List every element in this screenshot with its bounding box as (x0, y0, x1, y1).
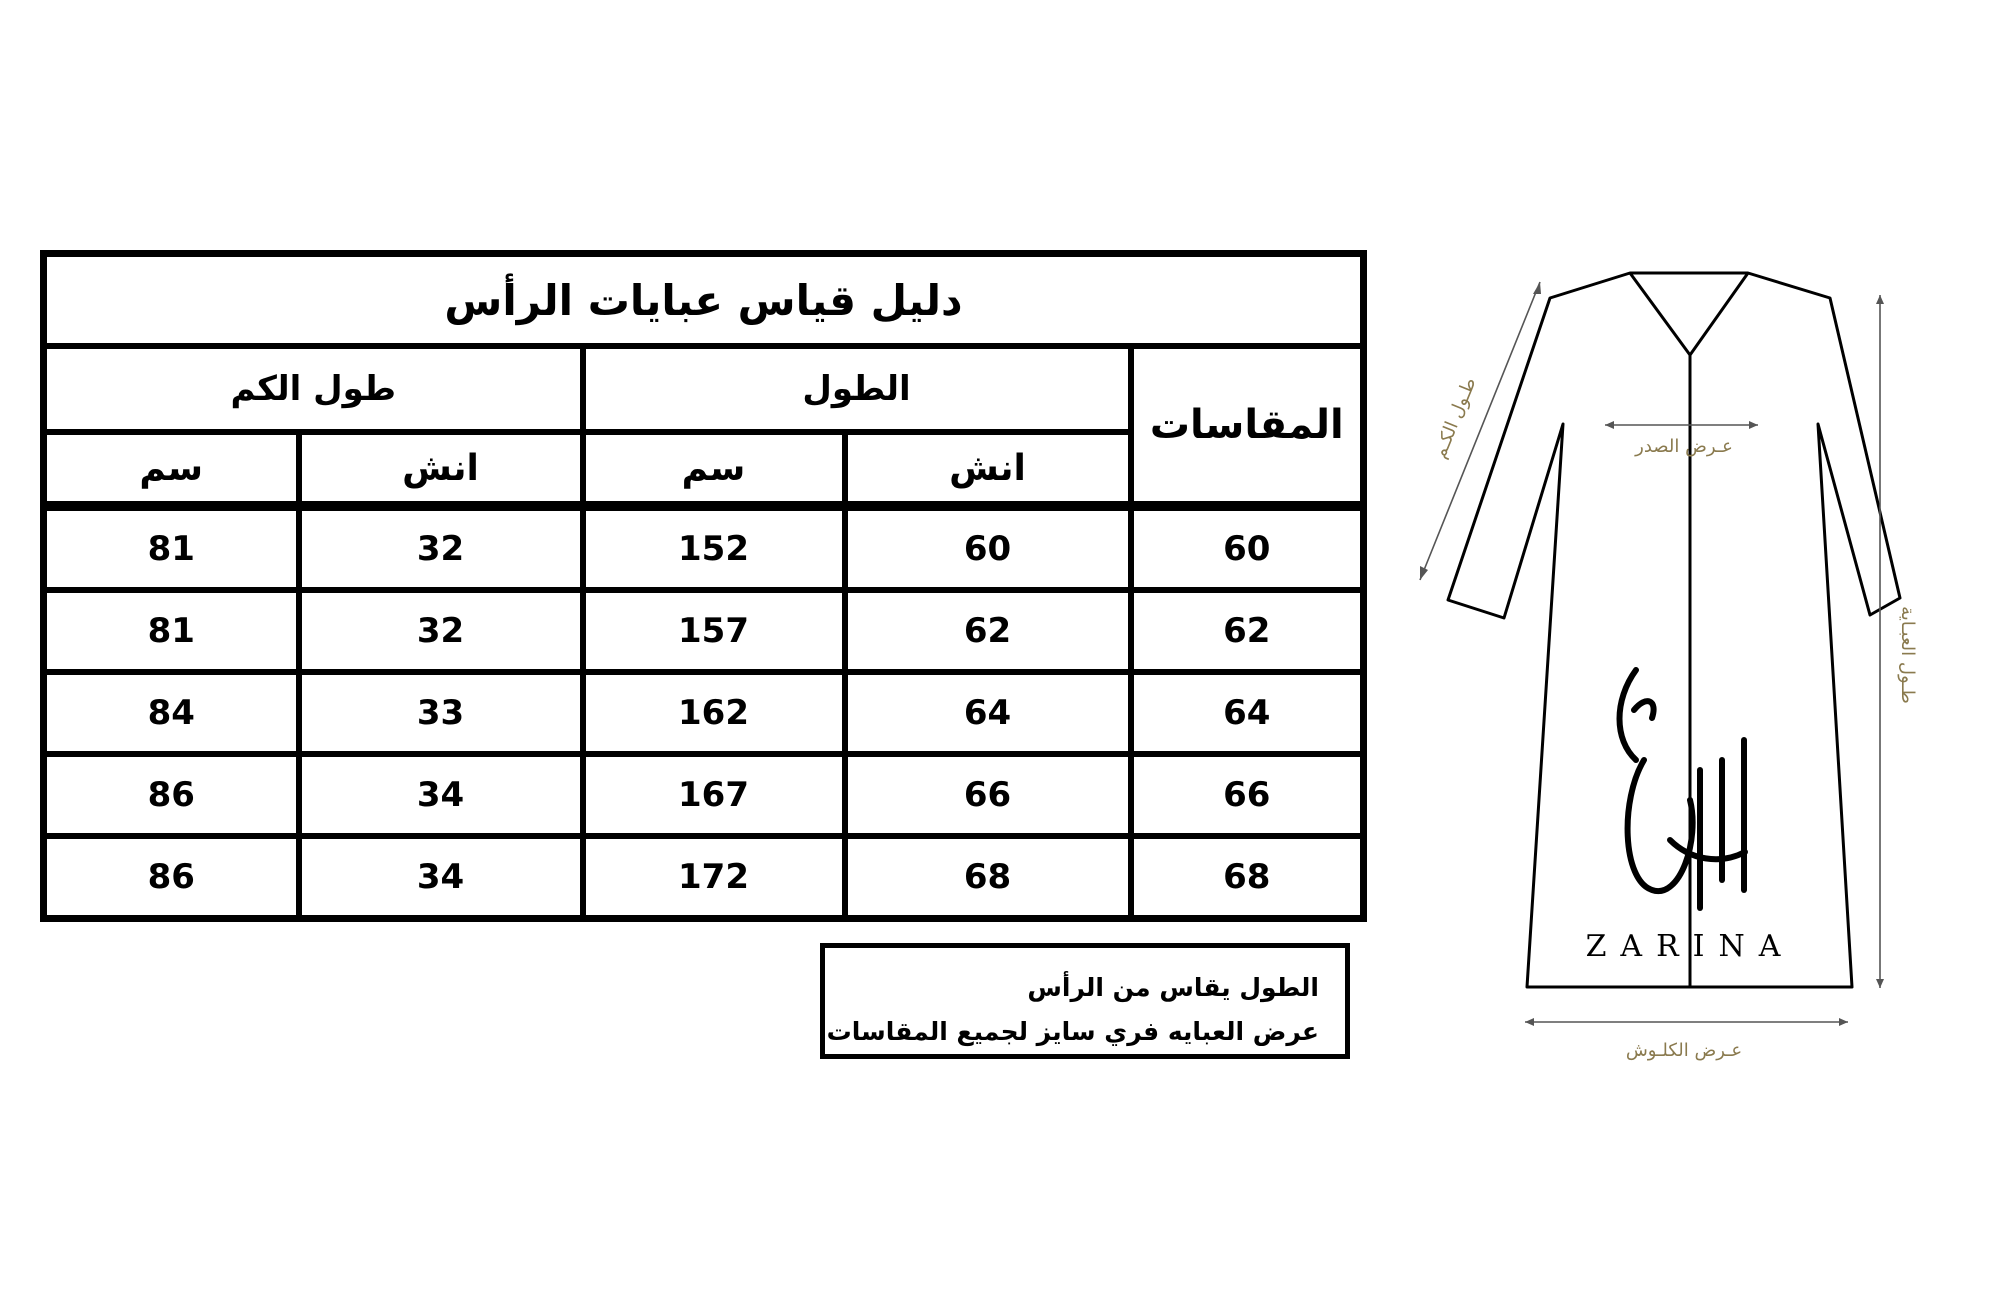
table-row (44, 754, 1364, 836)
sleeve-inch-cell: 33 (299, 672, 583, 754)
table-row (44, 506, 1364, 590)
zarina-logo (1620, 670, 1746, 908)
hem-width-dimension (1525, 1018, 1848, 1061)
sleeve-length-label: طـول الكـم (1429, 374, 1481, 462)
table-row (44, 590, 1364, 672)
length-inch-cell: 66 (845, 754, 1131, 836)
sleeve-inch-cell: 32 (299, 506, 583, 590)
table-row (44, 672, 1364, 754)
table-title-row (44, 254, 1364, 347)
sleeve-inch-cell: 34 (299, 754, 583, 836)
abaya-length-label: طـول العبـاية (1897, 606, 1918, 704)
chest-width-label: عـرض الصدر (1635, 436, 1733, 457)
sizes-header: المقاسات (1131, 346, 1364, 506)
brand-name: ZARINA (1585, 929, 1795, 964)
length-inch-cell: 64 (845, 672, 1131, 754)
length-cm-cell: 152 (583, 506, 845, 590)
length-inch-cell: 68 (845, 836, 1131, 919)
note-length: الطول يقاس من الرأس (1027, 973, 1319, 1002)
table-header-row (44, 346, 1364, 432)
length-inch-header: انش (845, 432, 1131, 506)
length-cm-header: سم (583, 432, 845, 506)
size-cell: 60 (1131, 506, 1364, 590)
sleeve-length-header: طول الكم (44, 346, 583, 432)
size-cell: 64 (1131, 672, 1364, 754)
sleeve-length-dimension (1420, 282, 1541, 580)
length-cm-cell: 172 (583, 836, 845, 919)
hem-width-label: عـرض الكلـوش (1625, 1040, 1743, 1061)
abaya-length-dimension (1876, 295, 1918, 988)
notes-box (820, 943, 1350, 1059)
size-cell: 62 (1131, 590, 1364, 672)
sleeve-cm-cell: 86 (44, 754, 299, 836)
sleeve-cm-cell: 84 (44, 672, 299, 754)
length-cm-cell: 157 (583, 590, 845, 672)
abaya-diagram (1400, 240, 1920, 1100)
length-cm-cell: 167 (583, 754, 845, 836)
length-header: الطول (583, 346, 1131, 432)
sleeve-cm-cell: 81 (44, 506, 299, 590)
table-title: دليل قياس عبايات الرأس (44, 254, 1364, 347)
size-cell: 66 (1131, 754, 1364, 836)
table-row (44, 836, 1364, 919)
length-cm-cell: 162 (583, 672, 845, 754)
chest-width-dimension (1605, 421, 1758, 457)
sleeve-cm-cell: 81 (44, 590, 299, 672)
sleeve-inch-header: انش (299, 432, 583, 506)
length-inch-cell: 62 (845, 590, 1131, 672)
sleeve-inch-cell: 32 (299, 590, 583, 672)
sleeve-inch-cell: 34 (299, 836, 583, 919)
sleeve-cm-cell: 86 (44, 836, 299, 919)
length-inch-cell: 60 (845, 506, 1131, 590)
note-width: عرض العبايه فري سايز لجميع المقاسات (826, 1017, 1319, 1046)
sleeve-cm-header: سم (44, 432, 299, 506)
size-chart-table (40, 250, 1367, 922)
size-cell: 68 (1131, 836, 1364, 919)
